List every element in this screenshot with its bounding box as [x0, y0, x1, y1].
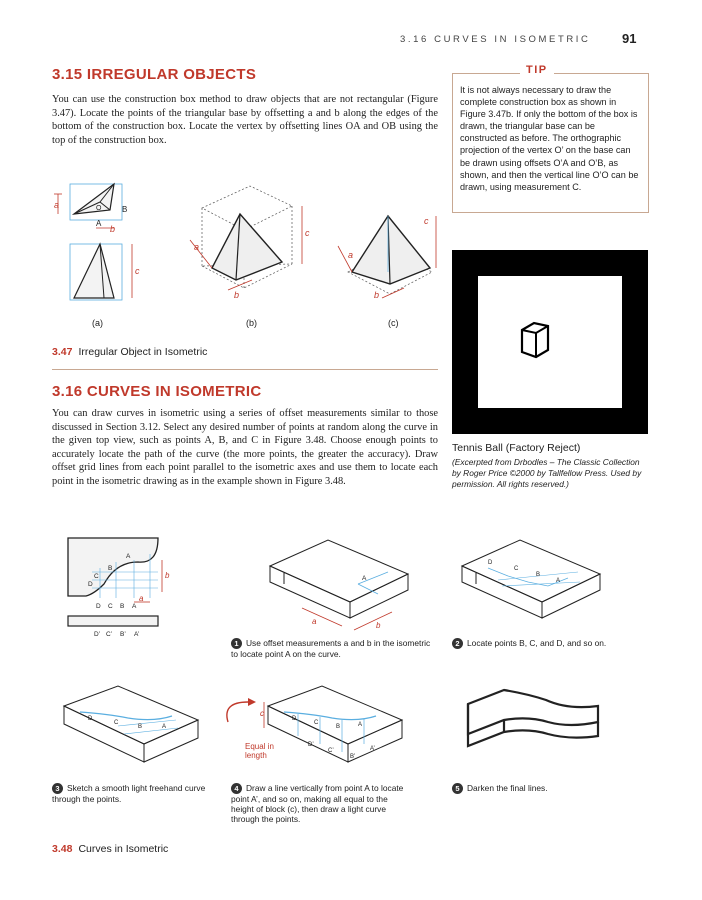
fig348-step4-d-prime: D’	[308, 742, 314, 748]
fig347-label-b: b	[110, 224, 116, 234]
fig347-label-a: a	[54, 200, 60, 210]
fig348-step2-b: B	[536, 572, 541, 578]
step-1-number: 1	[231, 638, 242, 649]
fig348-step2-a: A	[556, 578, 561, 584]
tennis-ball-photo	[452, 250, 648, 434]
fig348-step4-d: D	[292, 716, 297, 722]
figure-3-47-number: 3.47	[52, 346, 73, 358]
fig348-top-a-bottom: A	[132, 603, 137, 610]
fig348-step4-c-prime: C’	[328, 748, 334, 754]
fig348-top-label-b: b	[165, 571, 170, 580]
fig348-top-d: D	[88, 581, 93, 588]
fig347-panel-a	[54, 184, 132, 300]
fig348-step3-d: D	[88, 716, 93, 722]
fig348-step3-a: A	[162, 724, 167, 730]
fig348-step1-a: A	[362, 575, 367, 582]
fig348-top-a-prime: A’	[134, 631, 140, 638]
photo-caption: Tennis Ball (Factory Reject)	[452, 442, 581, 454]
figure-3-47-caption	[52, 346, 207, 358]
step-4-text: Draw a line vertically from point A to locate point A’, and so on, making all equal to the height of block (c), then draw a light curve through the points.	[231, 783, 404, 825]
fig348-step1-label-b: b	[376, 621, 381, 630]
fig348-step1-label-a: a	[312, 617, 317, 626]
fig348-top-d-bottom: D	[96, 603, 101, 610]
step-4-number: 4	[231, 783, 242, 794]
page-number: 91	[622, 31, 637, 46]
figure-3-48-number: 3.48	[52, 843, 73, 855]
fig348-step2-block	[462, 540, 600, 618]
fig347b-label-c: c	[305, 228, 310, 238]
figure-3-48-row1	[58, 532, 658, 642]
step-5-text: Darken the final lines.	[467, 783, 548, 793]
fig348-step4-b: B	[336, 724, 341, 730]
fig348-step2-c: C	[514, 566, 519, 572]
figure-3-48-row2	[58, 680, 658, 780]
fig347b-label-a: a	[194, 242, 200, 252]
step-5-number: 5	[452, 783, 463, 794]
section-divider	[52, 369, 438, 370]
figure-3-47-caption-text: Irregular Object in Isometric	[78, 346, 208, 358]
tip-text: It is not always necessary to draw the complete construction box as shown in Figure 3.47b. If only the bottom of the box is drawn, the triangular base can be constructed as before. The orthographic projection of the vertex O’ on the base can be drawn using offsets O’A and O’B, as shown, and then the vertical line O’O can be drawn, using measurement C.	[460, 85, 639, 192]
fig348-top-label-a: a	[139, 594, 144, 603]
equal-in-length-label: Equal in length	[245, 742, 285, 760]
cube-doodle-icon	[518, 320, 558, 360]
step-1-caption	[231, 638, 431, 659]
step-3-text: Sketch a smooth light freehand curve through the points.	[52, 783, 206, 804]
fig348-step1-block	[270, 540, 408, 630]
fig348-top-c-bottom: C	[108, 603, 113, 610]
fig348-top-view	[68, 538, 162, 626]
fig347c-label-a: a	[348, 250, 354, 260]
step-1-text: Use offset measurements a and b in the isometric to locate point A on the curve.	[231, 638, 431, 659]
step-2-text: Locate points B, C, and D, and so on.	[467, 638, 607, 648]
fig348-top-c-prime: C’	[106, 631, 113, 638]
fig348-top-d-prime: D’	[94, 631, 101, 638]
running-head: 3.16 CURVES IN ISOMETRIC	[400, 34, 591, 45]
fig347-panel-b	[190, 186, 302, 290]
section-body-curves-isometric: You can draw curves in isometric using a series of offset measurements similar to those discussed in Section 3.12. Select any desired number of points at random along the curve in the given top view, such as points A, B, and C in Figure 3.48. Choose enough points to accurately locate the path of the curve (the more points, the greater the accuracy). Draw offset grid lines from each point parallel to the isometric axes and use them to locate each point in the isometric drawing as in the example shown in Figure 3.48.	[52, 408, 438, 487]
fig347-label-o: O	[96, 205, 102, 212]
step-4-caption	[231, 783, 407, 825]
fig347-label-b-point: B	[122, 205, 128, 214]
fig347-panel-c-label: (c)	[388, 318, 399, 328]
section-body-irregular-objects: You can use the construction box method to draw objects that are not rectangular (Figure 3.47). Locate the points of the triangular base by offsetting a and b along the edges of the bottom of the construction box. Locate the vertex by offsetting lines OA and OB using the top of the construction box.	[52, 94, 438, 146]
fig348-step3-c: C	[114, 720, 119, 726]
fig348-step4-c: C	[314, 720, 319, 726]
fig348-step4-a: A	[358, 722, 363, 728]
step-3-caption	[52, 783, 212, 804]
fig348-step5-block	[468, 690, 598, 746]
fig348-step2-d: D	[488, 560, 493, 566]
step-3-number: 3	[52, 783, 63, 794]
step-2-caption	[452, 638, 648, 649]
fig348-step3-b: B	[138, 724, 143, 730]
fig348-top-b: B	[108, 565, 113, 572]
step-5-caption	[452, 783, 648, 794]
fig347-panel-b-label: (b)	[246, 318, 257, 328]
figure-3-48-caption	[52, 843, 168, 855]
fig347-panel-a-label: (a)	[92, 318, 103, 328]
figure-3-47	[52, 180, 442, 330]
figure-3-48-caption-text: Curves in Isometric	[78, 843, 169, 855]
fig348-step3-block	[64, 686, 198, 762]
fig347b-label-b: b	[234, 290, 240, 300]
fig348-top-b-prime: B’	[120, 631, 126, 638]
fig348-top-b-bottom: B	[120, 603, 125, 610]
tip-label: TIP	[520, 64, 554, 76]
step-2-number: 2	[452, 638, 463, 649]
fig348-top-c: C	[94, 573, 99, 580]
fig347-label-c: c	[135, 266, 140, 276]
photo-credit: (Excerpted from Drbodles – The Classic Collection by Roger Price ©2000 by Tallfellow Press. Used by permission. All rights reserved.)	[452, 457, 642, 489]
section-title-irregular-objects: 3.15 IRREGULAR OBJECTS	[52, 66, 257, 83]
fig348-step4-a-prime: A’	[370, 746, 375, 752]
fig348-step4-b-prime: B’	[350, 754, 356, 760]
fig348-step4-label-c: c	[260, 709, 264, 718]
section-title-curves-isometric: 3.16 CURVES IN ISOMETRIC	[52, 383, 262, 400]
fig348-top-a: A	[126, 553, 131, 560]
fig347c-label-c: c	[424, 216, 429, 226]
fig347c-label-b: b	[374, 290, 380, 300]
fig347-label-a-point: A	[96, 219, 102, 228]
